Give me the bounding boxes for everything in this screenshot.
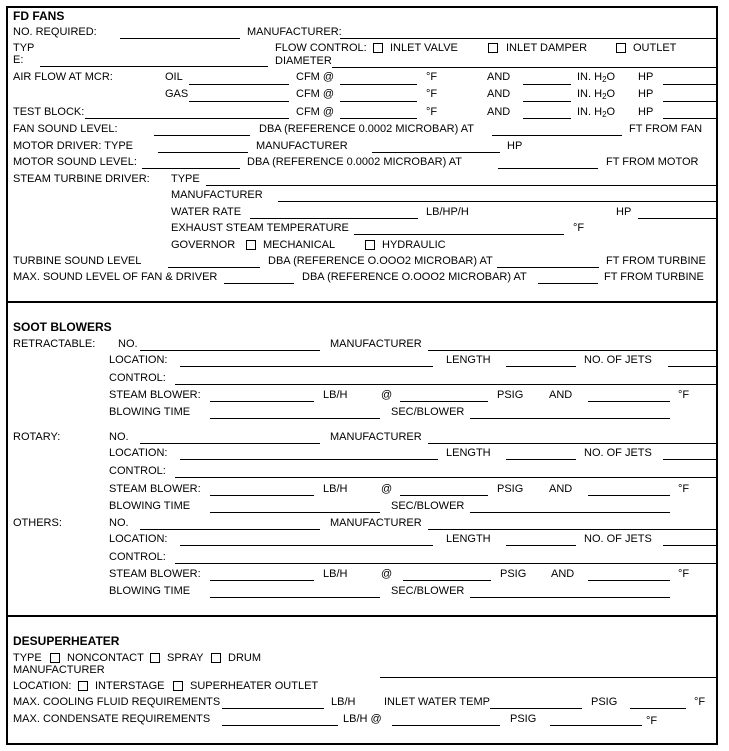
ft-from-fan-label: FT FROM FAN [629,123,703,135]
retractable-temp-field[interactable] [588,401,670,402]
retractable-manufacturer-label: MANUFACTURER [330,338,422,350]
oil-and-label: AND [487,71,511,83]
st-type-field[interactable] [206,185,718,186]
gas-hp-field[interactable] [663,101,718,102]
mechanical-label: MECHANICAL [263,239,336,251]
no-required-label: NO. REQUIRED: [13,26,97,38]
others-psig-label: PSIG [500,568,527,580]
desuperheater-title: DESUPERHEATER [13,634,120,648]
rotary-deg-label: °F [678,483,690,495]
others-label: OTHERS: [13,517,62,529]
fan-distance-field[interactable] [492,135,622,136]
others-steam-field[interactable] [210,580,314,581]
cooling-psig-field[interactable] [630,708,686,709]
inlet-damper-checkbox[interactable] [488,43,498,53]
rotary-manufacturer-label: MANUFACTURER [330,431,422,443]
retractable-jets-field[interactable] [668,366,718,367]
st-hp-label: HP [616,206,632,218]
rotary-location-field[interactable] [180,459,438,460]
others-manufacturer-field[interactable] [428,529,718,530]
manufacturer-label: MANUFACTURER: [247,26,342,38]
rotary-psig-field[interactable] [400,495,488,496]
desup-type-label: TYPE [13,652,42,664]
fan-sound-level-label: FAN SOUND LEVEL: [13,123,118,135]
others-sec-blower-field[interactable] [470,597,670,598]
others-blowing-time-label: BLOWING TIME [109,585,191,597]
retractable-deg-label: °F [678,389,690,401]
manufacturer-field[interactable] [340,38,718,39]
rotary-location-label: LOCATION: [109,447,168,459]
rotary-blowing-time-label: BLOWING TIME [109,500,191,512]
hydraulic-label: HYDRAULIC [382,239,446,251]
tb-temp-field[interactable] [340,118,417,119]
retractable-steam-field[interactable] [210,401,314,402]
others-control-field[interactable] [175,563,718,564]
gas-cfm-label: CFM @ [296,88,335,100]
others-blowing-time-field[interactable] [210,597,380,598]
max-condensate-field[interactable] [222,725,338,726]
steam-turbine-driver-label: STEAM TURBINE DRIVER: [13,173,150,185]
others-psig-field[interactable] [403,580,491,581]
spray-label: SPRAY [167,652,204,664]
fan-dba-label: DBA (REFERENCE 0.0002 MICROBAR) AT [259,123,474,135]
max-cooling-fluid-label: MAX. COOLING FLUID REQUIREMENTS [13,696,221,708]
others-sec-blower-label: SEC/BLOWER [391,585,465,597]
water-rate-label: WATER RATE [171,206,242,218]
soot-blowers-title: SOOT BLOWERS [13,320,112,334]
desup-manufacturer-label: MANUFACTURER [13,664,105,676]
turbine-dba-label: DBA (REFERENCE O.OOO2 MICROBAR) AT [268,255,493,267]
rotary-no-label: NO. [109,431,129,443]
hydraulic-checkbox[interactable] [365,240,375,250]
max-sound-level-field[interactable] [224,283,294,284]
condensate-temp-field[interactable] [550,725,642,726]
motor-sound-level-label: MOTOR SOUND LEVEL: [13,156,137,168]
retractable-sec-blower-label: SEC/BLOWER [391,406,465,418]
retractable-sec-blower-field[interactable] [470,418,670,419]
retractable-label: RETRACTABLE: [13,338,96,350]
retractable-lbh-label: LB/H [323,389,348,401]
tb-pressure-field[interactable] [523,118,571,119]
retractable-location-label: LOCATION: [109,354,168,366]
oil-label: OIL [165,71,183,83]
oil-hp-label: HP [638,71,654,83]
ft-from-motor-label: FT FROM MOTOR [606,156,699,168]
motor-type-field[interactable] [158,152,248,153]
max-dba-label: DBA (REFERENCE O.OOO2 MICROBAR) AT [302,271,527,283]
exhaust-deg-label: °F [573,222,585,234]
motor-manufacturer-field[interactable] [372,152,500,153]
fd-fans-title: FD FANS [13,9,65,23]
gas-deg-label: °F [426,88,438,100]
others-temp-field[interactable] [588,580,670,581]
retractable-control-field[interactable] [175,384,718,385]
rotary-length-label: LENGTH [446,447,491,459]
retractable-location-field[interactable] [180,366,433,367]
retractable-at-label: @ [381,389,393,401]
st-type-label: TYPE [171,173,200,185]
inlet-valve-checkbox[interactable] [373,43,383,53]
superheater-outlet-label: SUPERHEATER OUTLET [190,680,319,692]
turbine-sound-level-field[interactable] [168,267,260,268]
cooling-lbh-label: LB/H [331,696,356,708]
motor-sound-level-field[interactable] [142,168,240,169]
rotary-label: ROTARY: [13,431,61,443]
retractable-psig-field[interactable] [400,401,488,402]
oil-inh2o-label: IN. $H_2O$ [577,71,616,84]
others-lbh-label: LB/H [323,568,348,580]
motor-manufacturer-label: MANUFACTURER [256,140,348,152]
motor-hp-label: HP [507,140,523,152]
motor-dba-label: DBA (REFERENCE 0.0002 MICROBAR) AT [247,156,462,168]
rotary-jets-field[interactable] [663,459,718,460]
spray-checkbox[interactable] [150,653,160,663]
others-manufacturer-label: MANUFACTURER [330,517,422,529]
tb-hp-label: HP [638,106,654,118]
oil-field[interactable] [189,84,289,85]
retractable-jets-label: NO. OF JETS [584,354,652,366]
retractable-psig-label: PSIG [497,389,524,401]
max-sound-level-label: MAX. SOUND LEVEL OF FAN & DRIVER [13,271,218,283]
rotary-sec-blower-label: SEC/BLOWER [391,500,465,512]
rotary-lbh-label: LB/H [323,483,348,495]
oil-cfm-label: CFM @ [296,71,335,83]
rotary-control-field[interactable] [175,477,718,478]
ft-from-turbine-label: FT FROM TURBINE [606,255,706,267]
retractable-length-label: LENGTH [446,354,491,366]
others-location-field[interactable] [180,545,433,546]
inlet-damper-label: INLET DAMPER [506,42,588,54]
rotary-control-label: CONTROL: [109,465,166,477]
rotary-at-label: @ [381,483,393,495]
motor-driver-type-label: MOTOR DRIVER: TYPE [13,140,134,152]
interstage-label: INTERSTAGE [95,680,165,692]
max-condensate-label: MAX. CONDENSATE REQUIREMENTS [13,713,211,725]
motor-distance-field[interactable] [498,168,598,169]
condensate-psig-label: PSIG [510,713,537,725]
desup-location-label: LOCATION: [13,680,72,692]
drum-checkbox[interactable] [211,653,221,663]
max-cooling-fluid-field[interactable] [222,708,324,709]
tb-inh2o-label: IN. $H_2O$ [577,106,616,119]
diameter-field[interactable] [332,67,718,68]
tb-and-label: AND [487,106,511,118]
condensate-lbh-at-label: LB/H @ [343,713,382,725]
oil-deg-label: °F [426,71,438,83]
st-manufacturer-field[interactable] [278,201,718,202]
inlet-water-temp-label: INLET WATER TEMP [384,696,490,708]
tb-hp-field[interactable] [663,118,718,119]
cooling-deg-label: °F [694,696,706,708]
exhaust-steam-temp-field[interactable] [354,234,564,235]
rotary-jets-label: NO. OF JETS [584,447,652,459]
desup-manufacturer-field[interactable] [380,677,718,678]
others-deg-label: °F [678,568,690,580]
gas-label: GAS [165,88,189,100]
retractable-blowing-time-field[interactable] [210,418,380,419]
others-location-label: LOCATION: [109,533,168,545]
noncontact-checkbox[interactable] [50,653,60,663]
st-manufacturer-label: MANUFACTURER [171,189,263,201]
superheater-outlet-checkbox[interactable] [173,681,183,691]
diameter-label: DIAMETER [275,55,332,67]
test-block-label: TEST BLOCK: [13,106,85,118]
type-field[interactable] [40,66,268,67]
st-hp-field[interactable] [638,218,718,219]
retractable-no-field[interactable] [140,350,320,351]
lb-hp-h-label: LB/HP/H [426,206,469,218]
no-required-field[interactable] [120,38,240,39]
others-control-label: CONTROL: [109,551,166,563]
rotary-and-label: AND [549,483,573,495]
noncontact-label: NONCONTACT [67,652,144,664]
retractable-and-label: AND [549,389,573,401]
outlet-checkbox[interactable] [616,43,626,53]
air-flow-label: AIR FLOW AT MCR: [13,71,113,83]
oil-hp-field[interactable] [663,84,718,85]
retractable-length-field[interactable] [506,366,576,367]
flow-control-label: FLOW CONTROL: [275,42,367,54]
interstage-checkbox[interactable] [78,681,88,691]
others-no-label: NO. [109,517,129,529]
others-jets-field[interactable] [663,545,718,546]
rotary-no-field[interactable] [140,443,320,444]
others-no-field[interactable] [140,529,320,530]
rotary-steam-blower-label: STEAM BLOWER: [109,483,201,495]
retractable-control-label: CONTROL: [109,372,166,384]
rotary-temp-field[interactable] [588,495,670,496]
cooling-psig-label: PSIG [591,696,618,708]
water-rate-field[interactable] [250,218,418,219]
type-label: TYP E: [13,42,35,66]
oil-pressure-field[interactable] [523,84,571,85]
condensate-psig-field[interactable] [392,725,500,726]
retractable-no-label: NO. [118,338,138,350]
inlet-water-temp-field[interactable] [490,708,582,709]
others-length-label: LENGTH [446,533,491,545]
gas-pressure-field[interactable] [523,101,571,102]
retractable-manufacturer-field[interactable] [428,350,718,351]
rotary-psig-label: PSIG [497,483,524,495]
rotary-steam-field[interactable] [210,495,314,496]
rotary-sec-blower-field[interactable] [470,512,670,513]
others-jets-label: NO. OF JETS [584,533,652,545]
inlet-valve-label: INLET VALVE [390,42,458,54]
exhaust-steam-temp-label: EXHAUST STEAM TEMPERATURE [171,222,349,234]
gas-temp-field[interactable] [340,101,417,102]
rotary-manufacturer-field[interactable] [428,443,718,444]
test-block-field[interactable] [85,118,289,119]
mechanical-checkbox[interactable] [246,240,256,250]
rotary-length-field[interactable] [506,459,576,460]
drum-label: DRUM [228,652,261,664]
condensate-deg-label: °F [646,715,658,727]
max-ft-from-turbine-label: FT FROM TURBINE [604,271,704,283]
others-and-label: AND [551,568,575,580]
gas-and-label: AND [487,88,511,100]
max-distance-field[interactable] [538,283,598,284]
outlet-label: OUTLET [633,42,677,54]
turbine-distance-field[interactable] [497,267,599,268]
rotary-blowing-time-field[interactable] [210,512,380,513]
retractable-blowing-time-label: BLOWING TIME [109,406,191,418]
gas-hp-label: HP [638,88,654,100]
governor-label: GOVERNOR [171,239,236,251]
others-steam-blower-label: STEAM BLOWER: [109,568,201,580]
oil-temp-field[interactable] [340,84,417,85]
gas-field[interactable] [189,101,289,102]
turbine-sound-level-label: TURBINE SOUND LEVEL [13,255,142,267]
others-length-field[interactable] [506,545,576,546]
retractable-steam-blower-label: STEAM BLOWER: [109,389,201,401]
gas-inh2o-label: IN. $H_2O$ [577,88,616,101]
others-at-label: @ [381,568,393,580]
tb-deg-label: °F [426,106,438,118]
tb-cfm-label: CFM @ [296,106,335,118]
fan-sound-level-field[interactable] [154,135,250,136]
